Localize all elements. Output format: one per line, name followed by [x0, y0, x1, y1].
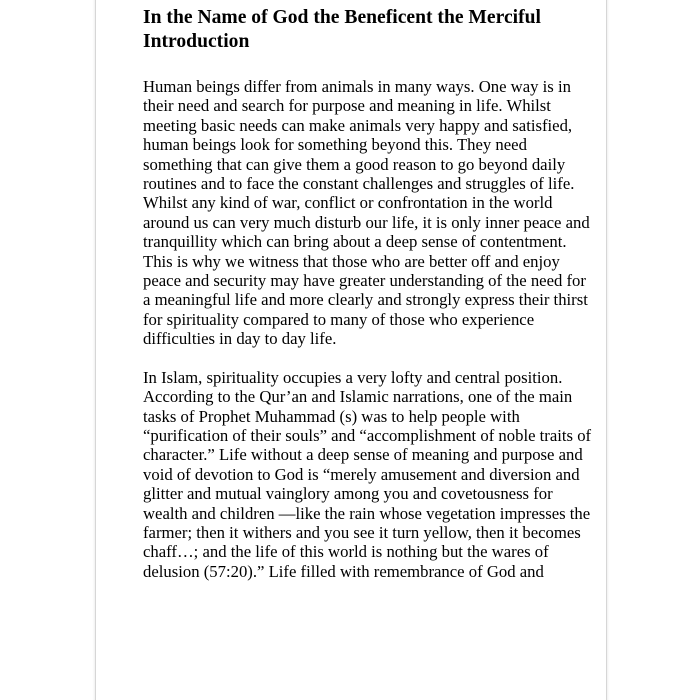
chapter-title: In the Name of God the Beneficent the Merciful Introduction: [143, 7, 541, 52]
paragraph-2: In Islam, spirituality occupies a very lofty and central position. According to the Qur’an and Islamic narrations, one of the main tasks of Prophet Muhammad (s) was to help people with “purification of their souls” and “accomplishment of noble traits of character.” Life without a deep sense of meaning and purpose and void of devotion to God is “merely amusement and diversion and glitter and mutual vainglory among you and covetousness for wealth and children —like the rain whose vegetation impresses the farmer; then it withers and you see it turn yellow, then it becomes chaff…; and the life of this world is nothing but the wares of delusion (57:20).” Life filled with remembrance of God and: [143, 367, 592, 581]
document-page: [95, 0, 607, 700]
document-content: [143, 6, 593, 581]
paragraph-1: Human beings differ from animals in many ways. One way is in their need and search for purpose and meaning in life. Whilst meeting basic needs can make animals very happy and satisfied, human beings look for something beyond this. They need something that can give them a good reason to go beyond daily routines and to face the constant challenges and struggles of life. Whilst any kind of war, conflict or confrontation in the world around us can very much disturb our life, it is only inner peace and tranquillity which can bring about a deep sense of contentment. This is why we witness that those who are better off and enjoy peace and security may have greater understanding of the need for a meaningful life and more clearly and strongly express their thirst for spirituality compared to many of those who experience difficulties in day to day life.: [143, 77, 590, 349]
